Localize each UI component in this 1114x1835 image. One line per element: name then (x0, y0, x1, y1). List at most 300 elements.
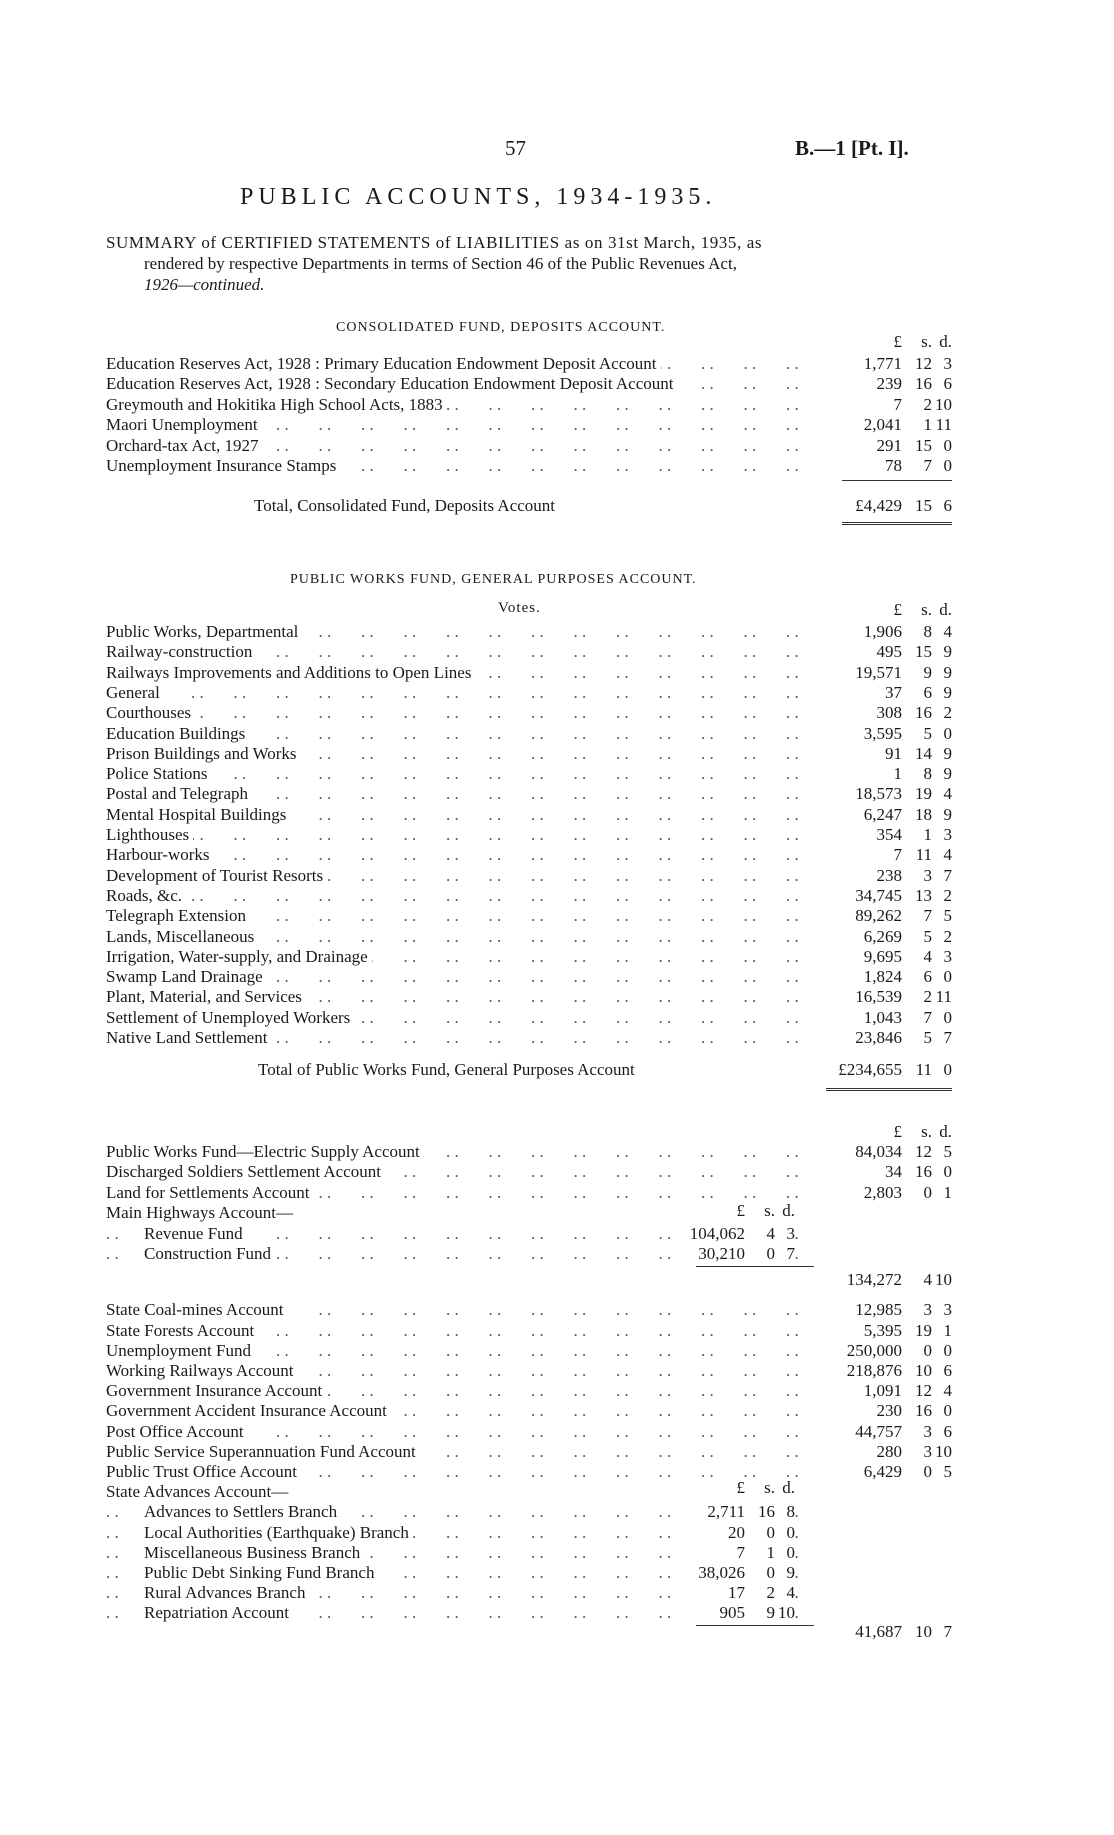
value-shillings: 7 (923, 456, 932, 475)
value-amount (842, 1401, 952, 1421)
sub-pence: 0 (786, 1522, 795, 1542)
pounds-header: £ (893, 332, 902, 351)
consolidated-currency-header (106, 332, 952, 352)
row-label: Telegraph Extension (106, 906, 250, 926)
sub-currency (681, 1478, 795, 1498)
sub-amount (681, 1224, 795, 1244)
table-row (106, 845, 952, 865)
pence-header: d. (939, 1122, 952, 1141)
table-row (106, 825, 952, 845)
value-shillings: 7 (923, 906, 932, 926)
total-shillings: 15 (915, 496, 932, 515)
sub-header-s: s. (764, 1201, 775, 1221)
row-label: Greymouth and Hokitika High School Acts, 1883 (106, 395, 447, 415)
value-pounds: 78 (885, 456, 902, 475)
value-pounds: 7 (893, 845, 902, 865)
value-pence: 3 (943, 825, 952, 844)
sub-pence: 0 (786, 1542, 795, 1562)
value-shillings: 16 (915, 374, 932, 394)
value-pence: 0 (943, 967, 952, 987)
pounds-header: £ (893, 1122, 902, 1141)
table-row (106, 1361, 952, 1381)
table-row (106, 866, 952, 886)
row-label: Public Service Superannuation Fund Account (106, 1442, 420, 1462)
sub-pounds: 20 (728, 1522, 745, 1542)
value-shillings: 3 (923, 1421, 932, 1441)
row-label: Mental Hospital Buildings (106, 805, 290, 825)
value-shillings: 8 (923, 622, 932, 641)
value-pence: 6 (943, 1421, 952, 1441)
table-row (106, 1583, 952, 1603)
value-pence: 4 (943, 622, 952, 641)
table-row (106, 1341, 952, 1361)
table-row (106, 1321, 952, 1341)
value-pounds: 12,985 (855, 1300, 902, 1320)
value-pence: 0 (943, 435, 952, 455)
value-pence: 11 (935, 415, 952, 435)
row-label: Public Works, Departmental (106, 622, 302, 642)
row-label: Irrigation, Water-supply, and Drainage (106, 947, 372, 967)
value-amount (842, 683, 952, 703)
summary-line-3: 1926—continued. (144, 275, 265, 294)
value-shillings: 14 (915, 743, 932, 763)
value-pence: 2 (943, 926, 952, 946)
sub-amount (681, 1502, 795, 1522)
table-row (106, 1543, 952, 1563)
sub-header-p: £ (736, 1201, 745, 1221)
state-advances-total-pence: 7 (943, 1621, 952, 1641)
row-label: Working Railways Account (106, 1361, 298, 1381)
row-label: Miscellaneous Business Branch (144, 1543, 364, 1563)
value-pounds: 1,043 (863, 1007, 902, 1027)
value-amount (842, 947, 952, 967)
value-pounds: 37 (885, 682, 902, 702)
value-shillings: 15 (915, 435, 932, 455)
value-amount (842, 1142, 952, 1162)
value-pounds: 34 (885, 1162, 902, 1182)
row-label: Postal and Telegraph (106, 784, 252, 804)
value-pounds: 239 (876, 374, 902, 394)
value-pence: 3 (943, 354, 952, 373)
sub-amount (681, 1563, 795, 1583)
row-label: Maori Unemployment (106, 415, 262, 435)
table-row (106, 683, 952, 703)
row-label: Main Highways Account— (106, 1203, 297, 1223)
value-amount (842, 1381, 952, 1401)
table-row (106, 395, 952, 415)
value-pence: 7 (943, 865, 952, 885)
value-shillings: 12 (915, 1142, 932, 1161)
table-row (106, 724, 952, 744)
value-pounds: 6,269 (863, 926, 902, 946)
sub-header-s: s. (764, 1478, 775, 1498)
value-shillings: 16 (915, 1401, 932, 1421)
row-label: Education Buildings (106, 724, 249, 744)
state-advances-total-amount (842, 1622, 952, 1642)
value-pounds: 2,803 (863, 1182, 902, 1202)
value-shillings: 3 (923, 1300, 932, 1320)
value-pounds: 7 (893, 394, 902, 414)
value-shillings: 18 (915, 804, 932, 824)
value-shillings: 5 (923, 926, 932, 946)
value-pence: 0 (943, 456, 952, 475)
public-works-currency-header (106, 600, 952, 620)
row-label: Lighthouses (106, 825, 193, 845)
consolidated-total (106, 496, 952, 516)
value-amount (842, 764, 952, 784)
table-row (106, 1300, 952, 1320)
value-shillings: 12 (915, 1381, 932, 1401)
table-row (106, 1381, 952, 1401)
sub-header-p: £ (736, 1478, 745, 1498)
main-highways-total-amount (842, 1270, 952, 1290)
value-pence: 5 (943, 1142, 952, 1161)
value-pence: 6 (943, 1361, 952, 1380)
consolidated-heading: CONSOLIDATED FUND, DEPOSITS ACCOUNT. (336, 320, 666, 335)
sub-currency (681, 1201, 795, 1221)
total-pence: 0 (943, 1060, 952, 1079)
table-row (106, 415, 952, 435)
row-label: Development of Tourist Resorts (106, 866, 327, 886)
table-row (106, 1162, 952, 1182)
public-works-total-label: Total of Public Works Fund, General Purposes Account (258, 1060, 635, 1079)
sub-pounds: 30,210 (698, 1244, 745, 1263)
value-amount (842, 805, 952, 825)
row-label: Post Office Account (106, 1422, 248, 1442)
value-shillings: 0 (923, 1182, 932, 1202)
value-amount (842, 825, 952, 845)
sub-amount (681, 1244, 795, 1264)
main-highways-total-pence: 10 (935, 1270, 952, 1290)
state-advances-total-pounds: 41,687 (855, 1621, 902, 1641)
value-shillings: 6 (923, 967, 932, 987)
value-amount (842, 1361, 952, 1381)
page-title: PUBLIC ACCOUNTS, 1934-1935. (240, 184, 717, 210)
sub-amount (681, 1543, 795, 1563)
consolidated-total-double-rule (842, 522, 952, 525)
sub-shillings: 1 (766, 1542, 775, 1562)
value-pence: 9 (943, 662, 952, 682)
sub-pence: 9 (786, 1563, 795, 1582)
value-pence: 6 (943, 374, 952, 394)
summary-line-1: SUMMARY of CERTIFIED STATEMENTS of LIABILITIES as on 31st March, 1935, as (106, 233, 763, 252)
sub-pounds: 2,711 (707, 1502, 745, 1522)
sub-pence: 3 (786, 1223, 795, 1243)
value-amount (842, 663, 952, 683)
value-pence: 3 (943, 1300, 952, 1320)
value-pence: 9 (943, 804, 952, 824)
row-label: Orchard-tax Act, 1927 (106, 436, 262, 456)
value-pounds: 6,429 (863, 1462, 902, 1481)
sub-pence: 4 (786, 1583, 795, 1603)
table-row (106, 1142, 952, 1162)
value-amount (842, 642, 952, 662)
leader-dots (106, 886, 812, 906)
table-row (106, 967, 952, 987)
value-pence: 0 (943, 1340, 952, 1360)
table-row (106, 663, 952, 683)
sub-pounds: 7 (736, 1542, 745, 1562)
value-pence: 7 (943, 1028, 952, 1047)
value-shillings: 19 (915, 784, 932, 804)
value-amount (842, 1442, 952, 1462)
value-pounds: 280 (876, 1441, 902, 1461)
table-row (106, 764, 952, 784)
main-highways-total (106, 1270, 952, 1290)
row-label: Lands, Miscellaneous (106, 927, 258, 947)
row-label: Police Stations (106, 764, 212, 784)
value-pence: 5 (943, 1462, 952, 1481)
row-label: Education Reserves Act, 1928 : Primary Education Endowment Deposit Account (106, 354, 661, 374)
value-shillings: 4 (923, 946, 932, 966)
state-advances-total (106, 1622, 952, 1642)
value-pence: 0 (943, 723, 952, 743)
value-amount (842, 1028, 952, 1048)
value-amount (842, 845, 952, 865)
sub-rule (696, 1266, 814, 1267)
summary-line-2: rendered by respective Departments in terms of Section 46 of the Public Revenues Act, (144, 254, 737, 273)
row-label: Roads, &c. (106, 886, 186, 906)
sub-header-d: d. (782, 1201, 795, 1221)
sub-amount (681, 1523, 795, 1543)
sub-amount (681, 1603, 795, 1623)
table-row (106, 927, 952, 947)
value-amount (842, 1162, 952, 1182)
row-label: Harbour-works (106, 845, 214, 865)
row-label: Repatriation Account (144, 1603, 293, 1623)
value-shillings: 11 (915, 845, 932, 865)
total-pounds: £234,655 (838, 1060, 902, 1079)
table-row (106, 1244, 952, 1264)
value-pounds: 89,262 (855, 906, 902, 926)
row-label: Government Accident Insurance Account (106, 1401, 391, 1421)
votes-heading: Votes. (498, 600, 541, 616)
pence-header: d. (939, 332, 952, 351)
value-pounds: 1,091 (863, 1381, 902, 1401)
row-label: Unemployment Fund (106, 1341, 255, 1361)
row-label: Public Works Fund—Electric Supply Account (106, 1142, 424, 1162)
pence-header: d. (939, 600, 952, 619)
table-row (106, 1603, 952, 1623)
sub-pence: 7 (786, 1244, 795, 1263)
row-label: Native Land Settlement (106, 1028, 271, 1048)
value-shillings: 6 (923, 682, 932, 702)
value-pence: 9 (943, 642, 952, 662)
sub-pounds: 905 (719, 1603, 745, 1623)
value-amount (842, 1008, 952, 1028)
table-row (106, 784, 952, 804)
value-amount (842, 927, 952, 947)
value-pence: 9 (943, 682, 952, 702)
value-pounds: 18,573 (855, 784, 902, 804)
value-shillings: 2 (923, 394, 932, 414)
value-amount (842, 784, 952, 804)
table-row (106, 1224, 952, 1244)
row-label: Public Trust Office Account (106, 1462, 301, 1482)
value-shillings: 1 (923, 825, 932, 844)
value-pounds: 6,247 (863, 804, 902, 824)
table-row (106, 906, 952, 926)
consolidated-subtotal-rule (842, 480, 952, 481)
row-label: Education Reserves Act, 1928 : Secondary Education Endowment Deposit Account (106, 374, 677, 394)
value-amount (842, 415, 952, 435)
value-pounds: 5,395 (863, 1320, 902, 1340)
sub-shillings: 4 (766, 1223, 775, 1243)
value-pence: 0 (943, 1401, 952, 1421)
sub-pounds: 104,062 (689, 1223, 745, 1243)
value-pounds: 19,571 (855, 662, 902, 682)
table-row (106, 1401, 952, 1421)
sub-shillings: 16 (758, 1502, 775, 1522)
sub-pence: 10 (778, 1603, 795, 1623)
value-shillings: 2 (923, 987, 932, 1007)
value-shillings: 0 (923, 1462, 932, 1481)
row-label: Discharged Soldiers Settlement Account (106, 1162, 385, 1182)
value-pounds: 250,000 (846, 1340, 902, 1360)
shillings-header: s. (921, 1122, 932, 1141)
page-number: 57 (505, 136, 526, 160)
sub-pounds: 17 (728, 1583, 745, 1603)
value-shillings: 16 (915, 1162, 932, 1182)
leader-dots (106, 764, 812, 784)
table-row (106, 1563, 952, 1583)
table-row (106, 642, 952, 662)
value-shillings: 8 (923, 764, 932, 784)
sub-shillings: 0 (766, 1244, 775, 1263)
value-pounds: 218,876 (846, 1361, 902, 1380)
row-label: Courthouses (106, 703, 195, 723)
value-pounds: 1,824 (863, 967, 902, 987)
row-label: Local Authorities (Earthquake) Branch (144, 1523, 413, 1543)
value-amount (842, 1183, 952, 1203)
value-amount (842, 1321, 952, 1341)
value-shillings: 5 (923, 723, 932, 743)
value-shillings: 9 (923, 662, 932, 682)
value-pence: 3 (943, 946, 952, 966)
row-label: Plant, Material, and Services (106, 987, 306, 1007)
table-row (106, 987, 952, 1007)
leader-dots (106, 683, 812, 703)
value-amount (842, 622, 952, 642)
value-pence: 10 (935, 394, 952, 414)
table-row (106, 1502, 952, 1522)
value-pounds: 84,034 (855, 1142, 902, 1161)
row-label: Settlement of Unemployed Workers (106, 1008, 354, 1028)
value-shillings: 0 (923, 1340, 932, 1360)
value-shillings: 13 (915, 885, 932, 905)
value-pounds: 1 (893, 764, 902, 784)
value-amount (842, 886, 952, 906)
total-pence: 6 (943, 496, 952, 515)
row-label: Railway-construction (106, 642, 256, 662)
value-pounds: 308 (876, 703, 902, 723)
value-amount (842, 724, 952, 744)
value-amount (842, 906, 952, 926)
value-amount (842, 1341, 952, 1361)
value-shillings: 1 (923, 415, 932, 435)
value-amount (842, 456, 952, 476)
value-pounds: 495 (876, 642, 902, 662)
value-pence: 9 (943, 764, 952, 784)
value-pence: 4 (943, 1381, 952, 1401)
value-amount (842, 987, 952, 1007)
value-pounds: 1,771 (863, 354, 902, 373)
sub-pence: 8 (786, 1502, 795, 1522)
value-shillings: 3 (923, 1441, 932, 1461)
value-shillings: 10 (915, 1361, 932, 1380)
table-row (106, 1442, 952, 1462)
main-highways-total-shillings: 4 (923, 1270, 932, 1290)
table-row (106, 374, 952, 394)
consolidated-total-label: Total, Consolidated Fund, Deposits Account (254, 496, 556, 515)
value-shillings: 7 (923, 1007, 932, 1027)
row-label: Government Insurance Account (106, 1381, 326, 1401)
value-pence: 2 (943, 703, 952, 723)
row-label: State Forests Account (106, 1321, 258, 1341)
public-works-heading: PUBLIC WORKS FUND, GENERAL PURPOSES ACCOUNT. (290, 572, 697, 587)
value-pounds: 230 (876, 1401, 902, 1421)
total-shillings: 11 (915, 1060, 932, 1079)
row-label: Revenue Fund (144, 1224, 247, 1244)
row-label: General (106, 683, 164, 703)
value-pounds: 238 (876, 865, 902, 885)
sub-shillings: 2 (766, 1583, 775, 1603)
row-label: Swamp Land Drainage (106, 967, 267, 987)
summary-text (106, 232, 952, 295)
value-amount (842, 866, 952, 886)
table-row (106, 622, 952, 642)
table-row (106, 703, 952, 723)
table-row (106, 1028, 952, 1048)
value-pounds: 16,539 (855, 987, 902, 1007)
value-shillings: 5 (923, 1028, 932, 1047)
leader-dots (106, 703, 812, 723)
table-row (106, 1008, 952, 1028)
table-row (106, 456, 952, 476)
value-amount (842, 1300, 952, 1320)
value-pence: 0 (943, 1162, 952, 1182)
value-pence: 4 (943, 784, 952, 804)
sub-shillings: 0 (766, 1563, 775, 1582)
total-pounds: £4,429 (855, 496, 902, 515)
row-label: Advances to Settlers Branch (144, 1502, 341, 1522)
value-pounds: 291 (876, 435, 902, 455)
row-label: Rural Advances Branch (144, 1583, 309, 1603)
value-pence: 5 (943, 906, 952, 926)
value-pounds: 23,846 (855, 1028, 902, 1047)
document-reference: B.—1 [Pt. I]. (795, 136, 909, 160)
value-pence: 0 (943, 1007, 952, 1027)
row-label: Land for Settlements Account (106, 1183, 313, 1203)
value-amount (842, 703, 952, 723)
table-row (106, 354, 952, 374)
table-row (106, 805, 952, 825)
shillings-header: s. (921, 600, 932, 619)
row-label: Unemployment Insurance Stamps (106, 456, 340, 476)
value-pounds: 3,595 (863, 723, 902, 743)
value-pounds: 9,695 (863, 946, 902, 966)
row-label: Public Debt Sinking Fund Branch (144, 1563, 378, 1583)
row-label: Construction Fund (144, 1244, 275, 1264)
value-amount (842, 744, 952, 764)
public-works-total (106, 1060, 952, 1080)
table-row (106, 1183, 952, 1203)
sub-amount (681, 1583, 795, 1603)
value-pence: 11 (935, 987, 952, 1007)
value-pounds: 91 (885, 743, 902, 763)
value-pence: 4 (943, 845, 952, 865)
value-amount (842, 436, 952, 456)
